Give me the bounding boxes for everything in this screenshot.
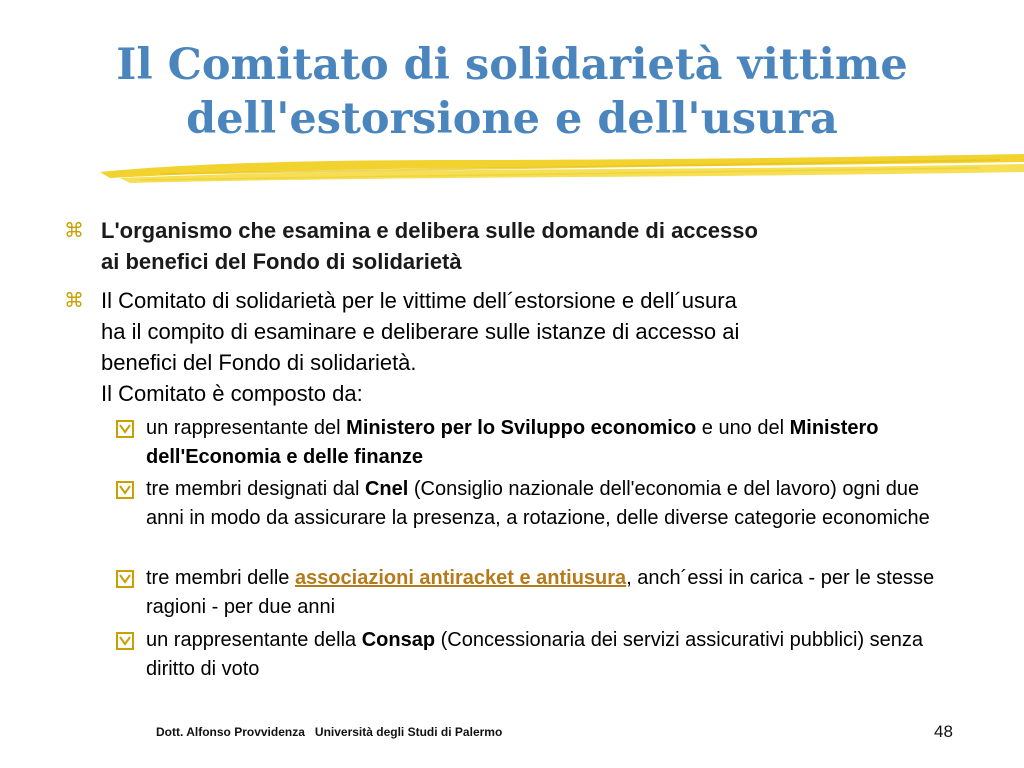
- ministry-name: Ministero per lo Sviluppo economico: [346, 417, 697, 439]
- command-key-icon: ⌘: [64, 288, 84, 312]
- title-line-1: Il Comitato di solidarietà vittime: [116, 40, 908, 90]
- sub-list-item: [116, 626, 956, 684]
- sub-item-text-pre: tre membri designati dal: [146, 478, 365, 500]
- organization-name: Cnel: [364, 478, 409, 500]
- bullet-text: [101, 215, 961, 277]
- bullet-item: [64, 285, 964, 409]
- checkbox-icon: [116, 420, 134, 438]
- sub-item-text-pre: un rappresentante della: [146, 629, 362, 651]
- organization-name: Consap: [361, 629, 436, 651]
- sub-item-text-pre: tre membri delle: [146, 567, 295, 589]
- bullet-item: [64, 215, 964, 277]
- bullet-text-line-3: benefici del Fondo di solidarietà.: [101, 350, 417, 375]
- sub-item-text-pre: un rappresentante del: [146, 417, 347, 439]
- bullet-text-line-4: Il Comitato è composto da:: [101, 381, 363, 406]
- bullet-text-line-1: Il Comitato di solidarietà per le vittime dell´estorsione e dell´usura: [101, 288, 737, 313]
- sub-item-text: [146, 564, 956, 622]
- bullet-text-line-1: L'organismo che esamina e delibera sulle domande di accesso: [101, 218, 758, 243]
- page-number: 48: [934, 722, 953, 741]
- sub-item-text-post: , anch´essi in carica - per le stesse ragioni - per due anni: [146, 567, 935, 618]
- title-underline-brush-stroke: [100, 150, 1024, 190]
- bullet-text-line-2: ai benefici del Fondo di solidarietà: [101, 249, 462, 274]
- slide-footer: [156, 725, 502, 739]
- bullet-text-line-2: ha il compito di esaminare e deliberare sulle istanze di accesso ai: [101, 319, 740, 344]
- sub-item-text-mid: e uno del: [696, 417, 790, 439]
- sub-item-text: [146, 475, 956, 533]
- sub-item-text: [146, 626, 956, 684]
- sub-list-item: [116, 475, 956, 533]
- sub-list-item: [116, 414, 956, 472]
- footer-university: Università degli Studi di Palermo: [314, 725, 503, 739]
- command-key-icon: ⌘: [64, 218, 84, 242]
- checkbox-icon: [116, 570, 134, 588]
- ministry-name: Ministero dell'Economia e delle finanze: [146, 417, 879, 468]
- sub-item-text-post: (Concessionaria dei servizi assicurativi pubblici) senza diritto di voto: [146, 629, 924, 680]
- sub-item-text-post: (Consiglio nazionale dell'economia e del lavoro) ogni due anni in modo da assicurare la presenza, a rotazione, delle diverse categorie economiche: [146, 478, 930, 529]
- sub-item-text: [146, 414, 956, 472]
- checkbox-icon: [116, 632, 134, 650]
- checkbox-icon: [116, 481, 134, 499]
- slide-title: [60, 38, 964, 146]
- title-line-2: dell'estorsione e dell'usura: [186, 94, 838, 144]
- sub-list-item: [116, 564, 956, 622]
- footer-author: Dott. Alfonso Provvidenza: [156, 725, 305, 739]
- bullet-text: [101, 285, 961, 409]
- associazioni-antiracket-link[interactable]: associazioni antiracket e antiusura: [294, 567, 627, 589]
